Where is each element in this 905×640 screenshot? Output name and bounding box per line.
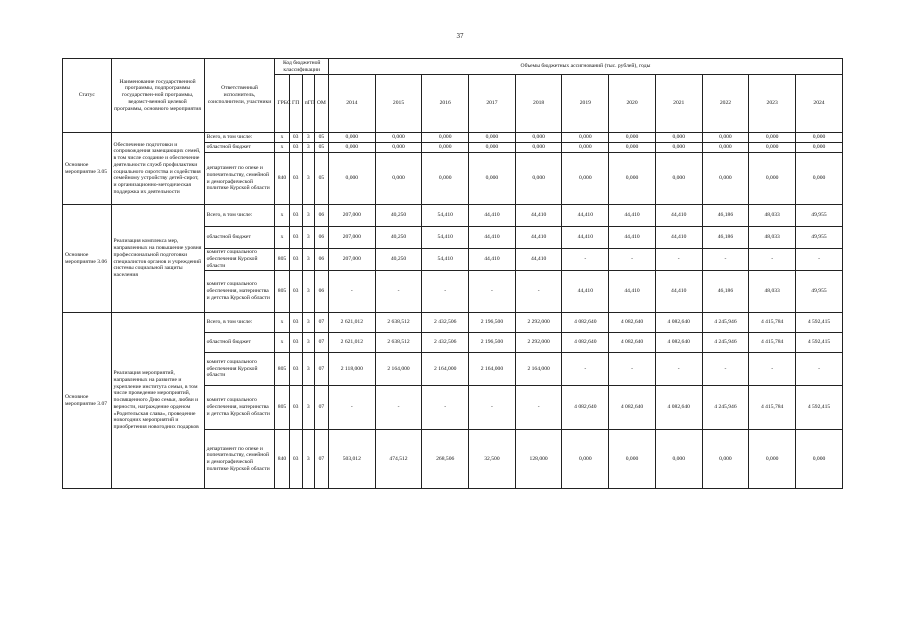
value-cell: 49,955: [796, 227, 843, 249]
value-cell: 44,410: [609, 271, 656, 313]
value-cell: 0,000: [609, 153, 656, 205]
value-cell: -: [328, 271, 375, 313]
value-cell: 2 292,000: [515, 313, 562, 333]
value-cell: -: [422, 271, 469, 313]
value-cell: 0,000: [562, 143, 609, 153]
header-year: 2020: [609, 75, 656, 133]
value-cell: 2 432,506: [422, 313, 469, 333]
header-year: 2024: [796, 75, 843, 133]
om-code-cell: 05: [314, 153, 328, 205]
value-cell: 40,250: [375, 205, 422, 227]
pgp-code-cell: 3: [302, 133, 314, 143]
pgp-code-cell: 3: [302, 353, 314, 386]
gp-code-cell: 03: [289, 386, 302, 430]
value-cell: 0,000: [515, 133, 562, 143]
gp-code-cell: 03: [289, 313, 302, 333]
value-cell: 0,000: [328, 143, 375, 153]
table-row: [63, 313, 843, 333]
header-budget-code: Код бюджетной классификации: [275, 59, 329, 75]
value-cell: 503,012: [328, 430, 375, 489]
header-year: 2022: [702, 75, 749, 133]
value-cell: 0,000: [655, 153, 702, 205]
value-cell: 48,033: [749, 205, 796, 227]
measure-name-cell: Обеспечение подготовки и сопровождения замещающих семей, в том числе создание и обеспечение деятельности служб профилактики социального сиротства и содействия семейному устройству детей-сирот, и организационно-методическая поддержка их деятельности: [111, 133, 204, 205]
value-cell: 0,000: [749, 430, 796, 489]
status-cell: Основное мероприятие 3.07: [63, 313, 112, 489]
pgp-code-cell: 3: [302, 153, 314, 205]
value-cell: 44,410: [515, 227, 562, 249]
header-year: 2023: [749, 75, 796, 133]
value-cell: 0,000: [655, 430, 702, 489]
value-cell: 46,186: [702, 227, 749, 249]
gp-code-cell: 03: [289, 430, 302, 489]
value-cell: 0,000: [796, 430, 843, 489]
value-cell: 0,000: [375, 143, 422, 153]
om-code-cell: 07: [314, 333, 328, 353]
value-cell: -: [422, 386, 469, 430]
om-code-cell: 06: [314, 205, 328, 227]
executor-cell: областной бюджет: [204, 227, 275, 249]
header-name: Наименование государственной программы, подпрограммы государствен-ной программы, ведомст-венной целевой программы, основного мероприятия: [111, 59, 204, 133]
value-cell: 44,410: [562, 227, 609, 249]
value-cell: 48,033: [749, 227, 796, 249]
om-code-cell: 06: [314, 249, 328, 271]
page-number: 37: [456, 32, 464, 40]
grbs-code-cell: 805: [275, 353, 289, 386]
value-cell: 4 245,946: [702, 333, 749, 353]
value-cell: 44,410: [609, 205, 656, 227]
pgp-code-cell: 3: [302, 430, 314, 489]
grbs-code-cell: 840: [275, 430, 289, 489]
value-cell: -: [562, 353, 609, 386]
value-cell: 0,000: [609, 133, 656, 143]
gp-code-cell: 03: [289, 333, 302, 353]
value-cell: -: [655, 353, 702, 386]
header-executor: Ответственный исполнитель, соисполнители, участники: [204, 59, 275, 133]
value-cell: 0,000: [562, 133, 609, 143]
grbs-code-cell: х: [275, 227, 289, 249]
value-cell: 0,000: [749, 133, 796, 143]
value-cell: 2 118,000: [328, 353, 375, 386]
value-cell: 2 164,000: [375, 353, 422, 386]
value-cell: 44,410: [515, 205, 562, 227]
value-cell: 54,410: [422, 249, 469, 271]
value-cell: 2 432,506: [422, 333, 469, 353]
value-cell: 44,410: [655, 227, 702, 249]
om-code-cell: 07: [314, 353, 328, 386]
executor-cell: департамент по опеке и попечительству, семейной и демографической политике Курской области: [204, 153, 275, 205]
grbs-code-cell: 805: [275, 386, 289, 430]
pgp-code-cell: 3: [302, 333, 314, 353]
value-cell: 2 621,012: [328, 313, 375, 333]
value-cell: 0,000: [469, 143, 516, 153]
value-cell: 44,410: [655, 271, 702, 313]
executor-cell: областной бюджет: [204, 143, 275, 153]
value-cell: 4 415,784: [749, 333, 796, 353]
value-cell: 44,410: [469, 249, 516, 271]
gp-code-cell: 03: [289, 133, 302, 143]
om-code-cell: 07: [314, 386, 328, 430]
gp-code-cell: 03: [289, 205, 302, 227]
value-cell: -: [562, 249, 609, 271]
value-cell: 40,250: [375, 249, 422, 271]
pgp-code-cell: 3: [302, 249, 314, 271]
value-cell: 0,000: [469, 153, 516, 205]
header-year: 2016: [422, 75, 469, 133]
value-cell: 2 292,000: [515, 333, 562, 353]
value-cell: 0,000: [655, 133, 702, 143]
value-cell: 44,410: [562, 205, 609, 227]
value-cell: 0,000: [375, 133, 422, 143]
header-year: 2021: [655, 75, 702, 133]
header-om: ОМ: [314, 75, 328, 133]
value-cell: 4 082,640: [655, 313, 702, 333]
header-year: 2015: [375, 75, 422, 133]
value-cell: 44,410: [655, 205, 702, 227]
grbs-code-cell: х: [275, 133, 289, 143]
grbs-code-cell: х: [275, 333, 289, 353]
value-cell: 0,000: [562, 153, 609, 205]
value-cell: -: [515, 271, 562, 313]
value-cell: -: [469, 271, 516, 313]
grbs-code-cell: х: [275, 313, 289, 333]
grbs-code-cell: 805: [275, 249, 289, 271]
gp-code-cell: 03: [289, 227, 302, 249]
value-cell: -: [655, 249, 702, 271]
value-cell: 4 082,640: [562, 313, 609, 333]
value-cell: -: [328, 386, 375, 430]
om-code-cell: 07: [314, 430, 328, 489]
gp-code-cell: 03: [289, 249, 302, 271]
value-cell: 44,410: [469, 205, 516, 227]
value-cell: -: [702, 249, 749, 271]
executor-cell: Всего, в том числе:: [204, 313, 275, 333]
value-cell: 0,000: [328, 133, 375, 143]
header-status: Статус: [63, 59, 112, 133]
budget-table: [62, 58, 843, 489]
value-cell: 4 592,415: [796, 313, 843, 333]
value-cell: 44,410: [562, 271, 609, 313]
executor-cell: комитет социального обеспечения, материнства и детства Курской области: [204, 386, 275, 430]
om-code-cell: 06: [314, 227, 328, 249]
value-cell: 0,000: [422, 143, 469, 153]
value-cell: 4 415,784: [749, 313, 796, 333]
value-cell: 4 082,640: [655, 386, 702, 430]
value-cell: 54,410: [422, 205, 469, 227]
grbs-code-cell: х: [275, 143, 289, 153]
value-cell: 207,000: [328, 205, 375, 227]
value-cell: 0,000: [375, 153, 422, 205]
grbs-code-cell: х: [275, 205, 289, 227]
value-cell: 0,000: [655, 143, 702, 153]
value-cell: -: [515, 386, 562, 430]
value-cell: 0,000: [515, 143, 562, 153]
header-grbs: ГРБС: [275, 75, 289, 133]
value-cell: 44,410: [515, 249, 562, 271]
value-cell: 49,955: [796, 205, 843, 227]
gp-code-cell: 03: [289, 153, 302, 205]
value-cell: 4 592,415: [796, 333, 843, 353]
value-cell: 4 245,946: [702, 313, 749, 333]
value-cell: 44,410: [469, 227, 516, 249]
value-cell: 49,955: [796, 271, 843, 313]
value-cell: 0,000: [609, 143, 656, 153]
header-year: 2014: [328, 75, 375, 133]
value-cell: 2 164,000: [515, 353, 562, 386]
grbs-code-cell: 805: [275, 271, 289, 313]
value-cell: 0,000: [422, 153, 469, 205]
pgp-code-cell: 3: [302, 227, 314, 249]
value-cell: 2 164,000: [422, 353, 469, 386]
measure-name-cell: Реализация комплекса мер, направленных на повышение уровня профессиональной подготовки специалистов органов и учреждений системы социальной защиты населения: [111, 205, 204, 313]
pgp-code-cell: 3: [302, 313, 314, 333]
value-cell: -: [609, 353, 656, 386]
header-year: 2018: [515, 75, 562, 133]
value-cell: 0,000: [469, 133, 516, 143]
value-cell: 2 638,512: [375, 333, 422, 353]
value-cell: 0,000: [702, 133, 749, 143]
om-code-cell: 07: [314, 313, 328, 333]
value-cell: 0,000: [422, 133, 469, 143]
value-cell: 0,000: [515, 153, 562, 205]
value-cell: 207,000: [328, 227, 375, 249]
value-cell: 2 621,012: [328, 333, 375, 353]
value-cell: 268,506: [422, 430, 469, 489]
value-cell: 0,000: [749, 143, 796, 153]
executor-cell: комитет социального обеспечения Курской области: [204, 353, 275, 386]
value-cell: 46,186: [702, 205, 749, 227]
value-cell: -: [375, 386, 422, 430]
value-cell: 0,000: [562, 430, 609, 489]
status-cell: Основное мероприятие 3.06: [63, 205, 112, 313]
value-cell: 0,000: [702, 430, 749, 489]
value-cell: -: [796, 249, 843, 271]
value-cell: -: [749, 249, 796, 271]
value-cell: 2 164,000: [469, 353, 516, 386]
value-cell: 0,000: [702, 153, 749, 205]
value-cell: 4 415,784: [749, 386, 796, 430]
value-cell: 0,000: [609, 430, 656, 489]
value-cell: 4 592,415: [796, 386, 843, 430]
value-cell: -: [796, 353, 843, 386]
value-cell: 4 082,640: [609, 313, 656, 333]
table-row: [63, 205, 843, 227]
value-cell: 4 082,640: [562, 333, 609, 353]
gp-code-cell: 03: [289, 143, 302, 153]
value-cell: 46,186: [702, 271, 749, 313]
value-cell: 4 082,640: [562, 386, 609, 430]
header-year: 2017: [469, 75, 516, 133]
value-cell: 4 082,640: [609, 386, 656, 430]
pgp-code-cell: 3: [302, 271, 314, 313]
measure-name-cell: Реализация мероприятий, направленных на развитие и укрепление института семьи, в том числе проведение мероприятий, посвященного Дню семьи, любви и верности, награждение орденом «Родительская слава», проведение новогодних мероприятий и приобретения новогодних подарков: [111, 313, 204, 489]
pgp-code-cell: 3: [302, 143, 314, 153]
om-code-cell: 06: [314, 271, 328, 313]
value-cell: -: [469, 386, 516, 430]
value-cell: -: [375, 271, 422, 313]
value-cell: 32,500: [469, 430, 516, 489]
table-body: [63, 133, 843, 489]
status-cell: Основное мероприятие 3.05: [63, 133, 112, 205]
executor-cell: Всего, в том числе:: [204, 205, 275, 227]
value-cell: 4 245,946: [702, 386, 749, 430]
table-row: [63, 133, 843, 143]
value-cell: -: [749, 353, 796, 386]
pgp-code-cell: 3: [302, 386, 314, 430]
grbs-code-cell: 840: [275, 153, 289, 205]
value-cell: 0,000: [796, 133, 843, 143]
gp-code-cell: 03: [289, 271, 302, 313]
value-cell: 2 196,500: [469, 333, 516, 353]
value-cell: 0,000: [796, 153, 843, 205]
executor-cell: комитет социального обеспечения Курской области: [204, 249, 275, 271]
om-code-cell: 05: [314, 133, 328, 143]
value-cell: 207,000: [328, 249, 375, 271]
header-year: 2019: [562, 75, 609, 133]
header-pgp: пГП: [302, 75, 314, 133]
value-cell: 0,000: [749, 153, 796, 205]
header-budget-volume: Объемы бюджетных ассигнований (тыс. рублей), годы: [328, 59, 842, 75]
value-cell: 54,410: [422, 227, 469, 249]
value-cell: 2 638,512: [375, 313, 422, 333]
value-cell: 0,000: [796, 143, 843, 153]
value-cell: 40,250: [375, 227, 422, 249]
value-cell: -: [702, 353, 749, 386]
value-cell: 128,000: [515, 430, 562, 489]
table-header: [63, 59, 843, 133]
executor-cell: Всего, в том числе:: [204, 133, 275, 143]
pgp-code-cell: 3: [302, 205, 314, 227]
value-cell: 44,410: [609, 227, 656, 249]
value-cell: 0,000: [702, 143, 749, 153]
executor-cell: комитет социального обеспечения, материнства и детства Курской области: [204, 271, 275, 313]
gp-code-cell: 03: [289, 353, 302, 386]
value-cell: 0,000: [328, 153, 375, 205]
value-cell: 4 082,640: [655, 333, 702, 353]
value-cell: 474,512: [375, 430, 422, 489]
value-cell: 4 082,640: [609, 333, 656, 353]
om-code-cell: 05: [314, 143, 328, 153]
value-cell: -: [609, 249, 656, 271]
value-cell: 2 196,500: [469, 313, 516, 333]
value-cell: 48,033: [749, 271, 796, 313]
executor-cell: областной бюджет: [204, 333, 275, 353]
header-gp: ГП: [289, 75, 302, 133]
executor-cell: департамент по опеке и попечительству, семейной и демографической политике Курской области: [204, 430, 275, 489]
